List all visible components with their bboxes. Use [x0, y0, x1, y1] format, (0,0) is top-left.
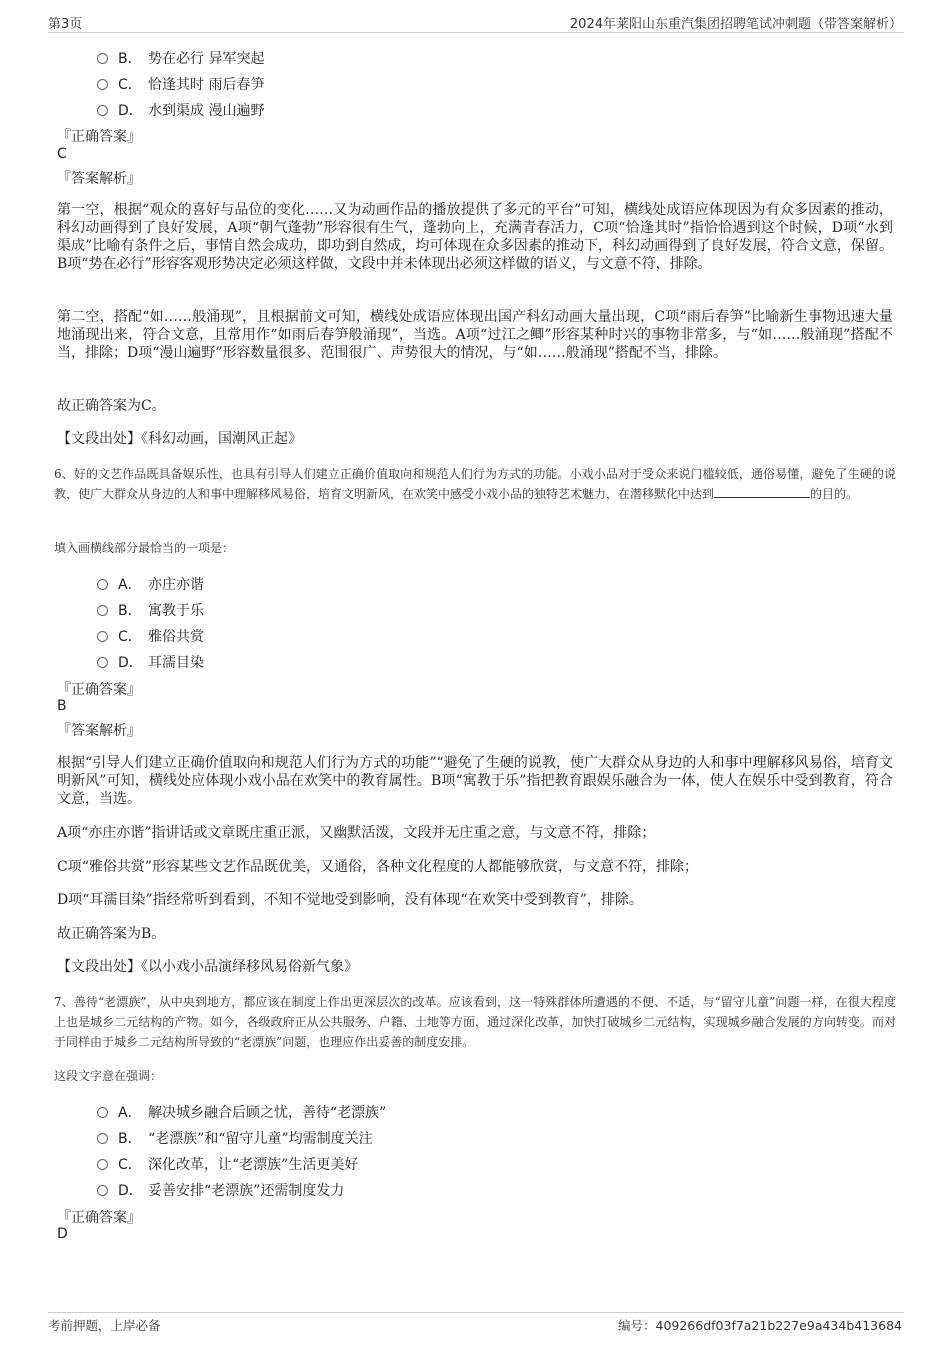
document-title: 2024年莱阳山东重汽集团招聘笔试冲刺题（带答案解析） [569, 17, 902, 32]
radio-icon[interactable] [97, 1133, 108, 1144]
q5-analysis-para-2: 第二空，搭配“如……般涌现”，且根据前文可知，横线处成语应体现出国产科幻动画大量出现，C项“雨后春笋”比喻新生事物迅速大量地涌现出来，符合文意，且常用作“如雨后春笋般涌现”，当选。A项“过江之鲫”形容某种时兴的事物非常多，与“如……般涌现”搭配不当，排除；D项“漫山遍野”形容数量很多、范围很广、声势很大的情况，与“如……般涌现”搭配不当，排除。 [57, 309, 893, 361]
q6-analysis-para-3: C项“雅俗共赏”形容某些文艺作品既优美，又通俗，各种文化程度的人都能够欣赏，与文意不符，排除； [57, 859, 699, 875]
q6-stem: 6、好的文艺作品既具备娱乐性，也具有引导人们建立正确价值取向和规范人们行为方式的功能。小戏小品对于受众来说门槛较低，通俗易懂，避免了生硬的说教，使广大群众从身边的人和事中理解移风易俗，培育文明新风，在欢笑中感受小戏小品的独特艺术魅力，在潜移默化中达到 的目的。 [54, 467, 896, 501]
q5-answer: C [57, 146, 67, 162]
q6-source: 【文段出处】《以小戏小品演绎移风易俗新气象》 [57, 959, 358, 975]
radio-icon[interactable] [97, 631, 108, 642]
q6-analysis-para-1: 根据“引导人们建立正确价值取向和规范人们行为方式的功能”“避免了生硬的说教，使广大群众从身边的人和事中理解移风易俗，培育文明新风”可知，横线处应体现小戏小品在欢笑中的教育属性。B项“寓教于乐”指把教育跟娱乐融合为一体，使人在娱乐中受到教育，符合文意，当选。 [57, 755, 893, 807]
q6-option-a[interactable]: A． 亦庄亦谐 [97, 574, 204, 594]
page-number: 第3页 [48, 17, 83, 32]
radio-icon[interactable] [97, 105, 108, 116]
fill-blank [714, 485, 810, 498]
q7-stem: 7、善待“老漂族”，从中央到地方，都应该在制度上作出更深层次的改革。应该看到，这一特殊群体所遭遇的不便、不适，与“留守儿童”问题一样，在很大程度上也是城乡二元结构的产物。如今，各级政府正从公共服务、户籍、土地等方面，通过深化改革，加快打破城乡二元结构，实现城乡融合发展的方向转变。而对于同样由于城乡二元结构所导致的“老漂族”问题，也理应作出妥善的制度安排。 [54, 995, 896, 1049]
page-header [48, 12, 904, 33]
q7-answer-label: 『正确答案』 [57, 1210, 141, 1226]
q6-analysis-para-2: A项“亦庄亦谐”指讲话或文章既庄重正派，又幽默活泼，文段并无庄重之意，与文意不符，排除； [57, 825, 656, 841]
q5-option-d[interactable]: D． 水到渠成 漫山遍野 [97, 100, 264, 120]
q5-analysis-label: 『答案解析』 [57, 171, 141, 187]
radio-icon[interactable] [97, 605, 108, 616]
q7-option-c[interactable]: C． 深化改革，让“老漂族”生活更美好 [97, 1154, 358, 1174]
q7-prompt: 这段文字意在强调： [54, 1069, 163, 1083]
radio-icon[interactable] [97, 1107, 108, 1118]
q6-conclusion: 故正确答案为B。 [57, 926, 166, 942]
radio-icon[interactable] [97, 1185, 108, 1196]
q6-option-c[interactable]: C． 雅俗共赏 [97, 626, 204, 646]
q6-analysis-label: 『答案解析』 [57, 723, 141, 739]
radio-icon[interactable] [97, 657, 108, 668]
document-code: 编号：409266df03f7a21b227e9a434b413684 [618, 1318, 902, 1333]
q5-answer-label: 『正确答案』 [57, 129, 141, 145]
q6-prompt: 填入画横线部分最恰当的一项是： [54, 541, 235, 555]
q6-answer-label: 『正确答案』 [57, 682, 141, 698]
q5-option-c[interactable]: C． 恰逢其时 雨后春笋 [97, 74, 264, 94]
q6-analysis-para-4: D项“耳濡目染”指经常听到看到，不知不觉地受到影响，没有体现“在欢笑中受到教育”，排除。 [57, 892, 643, 908]
footer-slogan: 考前押题，上岸必备 [48, 1318, 161, 1333]
page-footer [48, 1312, 904, 1335]
q5-option-b[interactable]: B． 势在必行 异军突起 [97, 48, 264, 68]
q7-option-d[interactable]: D． 妥善安排“老漂族”还需制度发力 [97, 1180, 344, 1200]
radio-icon[interactable] [97, 79, 108, 90]
radio-icon[interactable] [97, 579, 108, 590]
q6-option-d[interactable]: D． 耳濡目染 [97, 652, 204, 672]
q7-option-b[interactable]: B． “老漂族”和“留守儿童”均需制度关注 [97, 1128, 373, 1148]
q6-answer: B [57, 698, 67, 714]
radio-icon[interactable] [97, 1159, 108, 1170]
q5-conclusion: 故正确答案为C。 [57, 398, 166, 414]
q5-source: 【文段出处】《科幻动画，国潮风正起》 [57, 431, 302, 447]
radio-icon[interactable] [97, 53, 108, 64]
q6-option-b[interactable]: B． 寓教于乐 [97, 600, 204, 620]
q7-option-a[interactable]: A． 解决城乡融合后顾之忧，善待“老漂族” [97, 1102, 386, 1122]
q5-analysis-para-1: 第一空，根据“观众的喜好与品位的变化……又为动画作品的播放提供了多元的平台”可知，横线处成语应体现因为有众多因素的推动，科幻动画得到了良好发展，A项“朝气蓬勃”形容很有生气，蓬勃向上，充满青春活力，C项“恰逢其时”指恰恰遇到这个时候，D项“水到渠成”比喻有条件之后，事情自然会成功，即功到自然成，均可体现在众多因素的推动下，科幻动画得到了良好发展，符合文意，保留。B项“势在必行”形容客观形势决定必须这样做，文段中并未体现出必须这样做的语义，与文意不符，排除。 [57, 202, 893, 272]
q7-answer: D [57, 1226, 68, 1242]
